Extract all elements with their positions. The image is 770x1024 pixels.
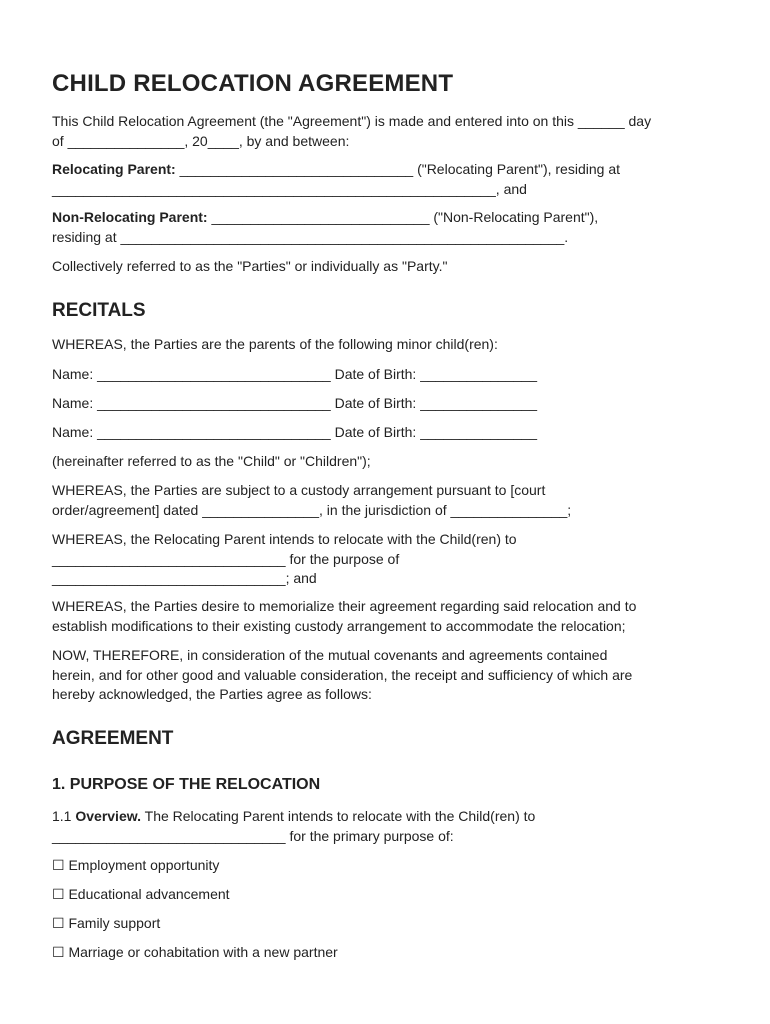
whereas-parents-paragraph: WHEREAS, the Parties are the parents of the following minor child(ren): xyxy=(52,336,498,352)
document-title: CHILD RELOCATION AGREEMENT xyxy=(52,70,454,97)
agreement-heading: AGREEMENT xyxy=(52,728,174,749)
custody-line-1: WHEREAS, the Parties are subject to a custody arrangement pursuant to [court xyxy=(52,482,546,498)
desire-line-1: WHEREAS, the Parties desire to memorialize their agreement regarding said relocation and to xyxy=(52,598,637,614)
now-line-3: hereby acknowledged, the Parties agree as follows: xyxy=(52,686,372,702)
now-line-2: herein, and for other good and valuable consideration, the receipt and sufficiency of which are xyxy=(52,666,633,683)
now-line-1: NOW, THEREFORE, in consideration of the mutual covenants and agreements contained xyxy=(52,647,608,663)
relocating-parent-label: Relocating Parent: xyxy=(52,161,176,177)
desire-line-2: establish modifications to their existing custody arrangement to accommodate the relocation; xyxy=(52,617,626,634)
hereinafter-paragraph: (hereinafter referred to as the "Child" or "Children"); xyxy=(52,453,371,469)
custody-paragraph xyxy=(52,481,724,520)
intends-line-3: ______________________________; and xyxy=(52,570,317,586)
overview-paragraph xyxy=(52,807,724,846)
section-1-heading: 1. PURPOSE OF THE RELOCATION xyxy=(52,776,321,793)
overview-number: 1.1 xyxy=(52,808,76,824)
relocating-parent-paragraph xyxy=(52,160,724,199)
option-checkbox-family[interactable]: ☐ Family support xyxy=(52,915,161,931)
intro-line-1: This Child Relocation Agreement (the "Agreement") is made and entered into on this ______ day xyxy=(52,113,652,129)
intends-line-2: ______________________________ for the purpose of xyxy=(52,550,400,567)
intro-line-2: of _______________, 20____, by and between: xyxy=(52,132,350,149)
overview-line-2: ______________________________ for the primary purpose of: xyxy=(52,827,454,844)
option-checkbox-education[interactable]: ☐ Educational advancement xyxy=(52,886,230,902)
non-relocating-parent-label: Non-Relocating Parent: xyxy=(52,209,208,225)
intends-line-1: WHEREAS, the Relocating Parent intends to relocate with the Child(ren) to xyxy=(52,531,517,547)
non-relocating-parent-line-1: ____________________________ ("Non-Relocating Parent"), xyxy=(207,209,599,225)
child-entry: Name: ______________________________ Date of Birth: _______________ xyxy=(52,366,537,382)
option-checkbox-employment[interactable]: ☐ Employment opportunity xyxy=(52,857,220,873)
custody-line-2: order/agreement] dated _______________, in the jurisdiction of _______________; xyxy=(52,501,572,518)
intends-paragraph xyxy=(52,530,724,589)
child-entry: Name: ______________________________ Date of Birth: _______________ xyxy=(52,424,537,440)
non-relocating-parent-paragraph xyxy=(52,208,724,247)
now-therefore-paragraph xyxy=(52,646,724,705)
non-relocating-parent-line-2: residing at _________________________________________________________. xyxy=(52,228,569,245)
option-checkbox-marriage[interactable]: ☐ Marriage or cohabitation with a new partner xyxy=(52,944,338,960)
child-entry: Name: ______________________________ Date of Birth: _______________ xyxy=(52,395,537,411)
relocating-parent-line-1: ______________________________ ("Relocating Parent"), residing at xyxy=(175,161,620,177)
relocating-parent-line-2: _________________________________________________________, and xyxy=(52,180,527,197)
overview-label: Overview. xyxy=(75,808,141,824)
recitals-heading: RECITALS xyxy=(52,300,146,321)
collective-paragraph: Collectively referred to as the "Parties" or individually as "Party." xyxy=(52,258,448,274)
desire-paragraph xyxy=(52,597,724,636)
intro-paragraph xyxy=(52,112,724,151)
overview-line-1: The Relocating Parent intends to relocate with the Child(ren) to xyxy=(141,808,536,824)
